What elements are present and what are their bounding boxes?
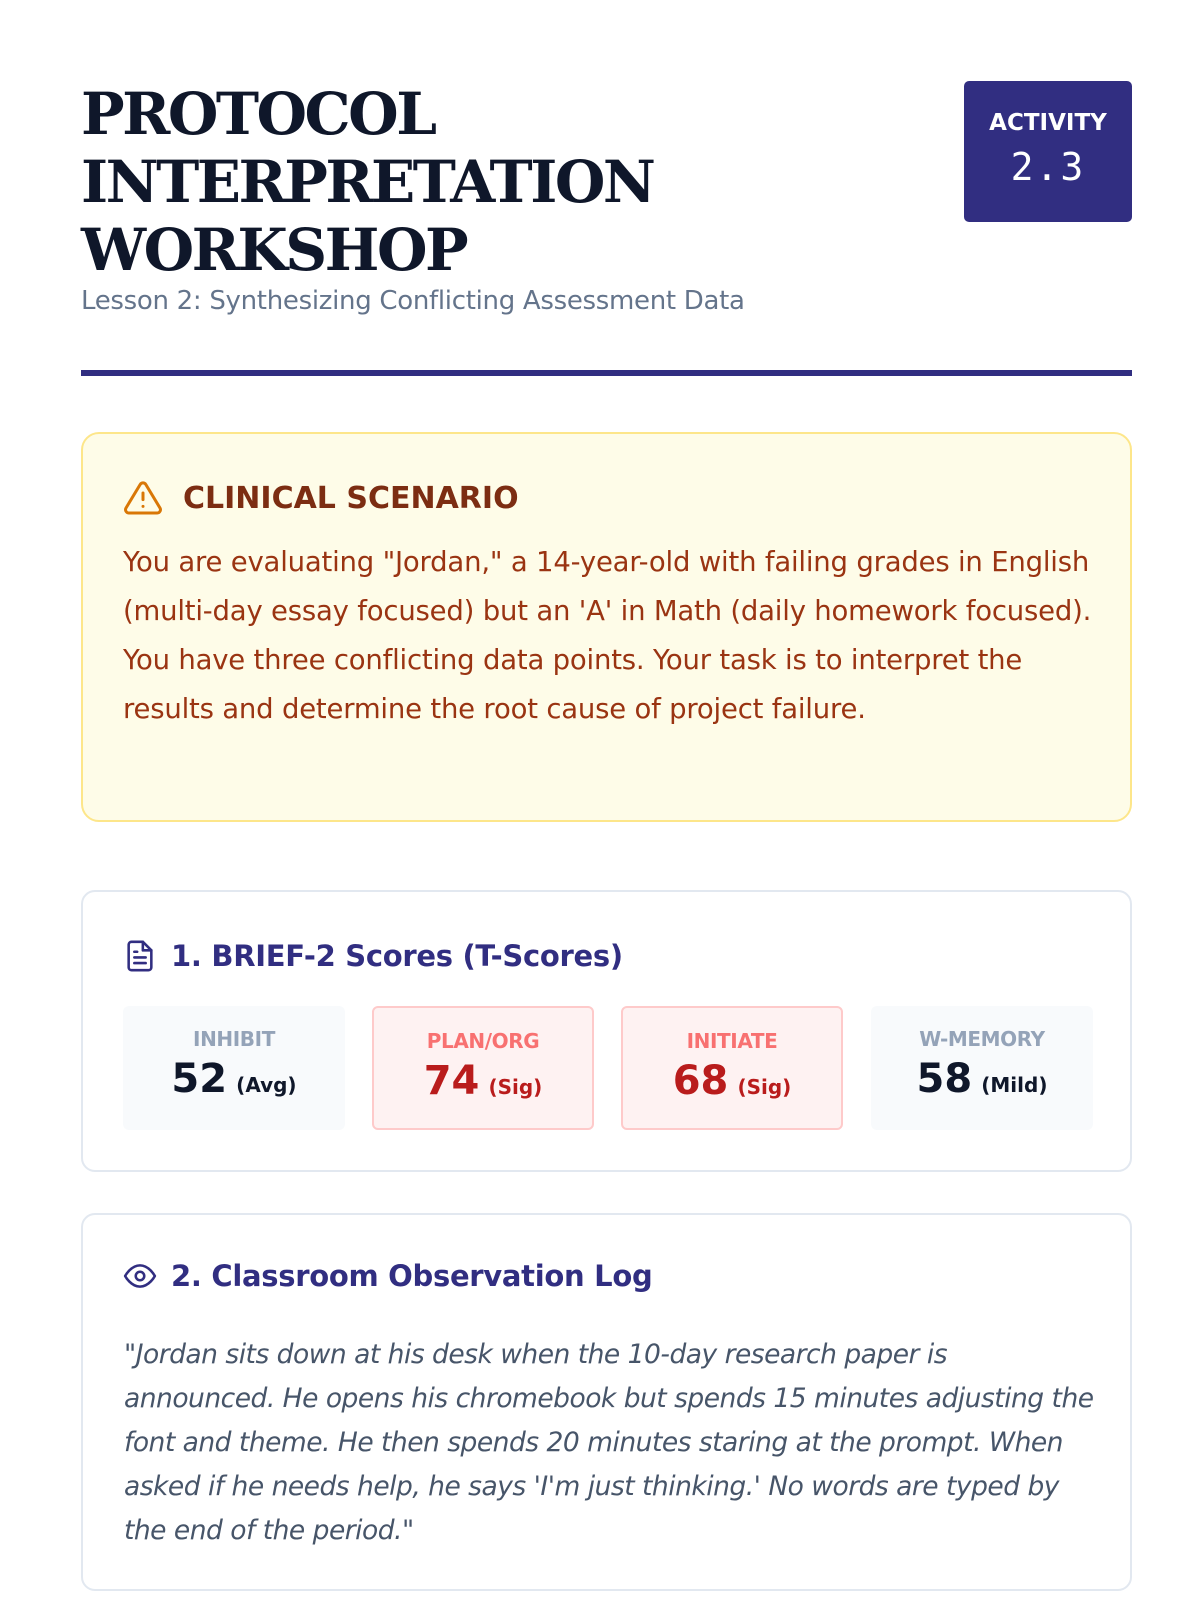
score-label: INITIATE — [686, 1029, 778, 1053]
score-tile-initiate — [621, 1006, 843, 1130]
score-value-row — [871, 1056, 1093, 1102]
score-value: 58 — [916, 1056, 973, 1102]
activity-badge — [964, 81, 1132, 222]
page-title — [81, 80, 841, 284]
score-value-row — [374, 1058, 592, 1104]
scenario-header — [123, 478, 519, 518]
observation-text: "Jordan sits down at his desk when the 10-day research paper is announced. He opens his chromebook but spends 15 minutes adjusting the font and theme. He then spends 20 minutes staring at the prompt. When asked if he needs help, he says 'I'm just thinking.' No words are typed by the end of the period." — [124, 1339, 1094, 1546]
page — [81, 0, 1132, 1600]
header-divider — [81, 370, 1132, 376]
clinical-scenario-panel — [81, 432, 1132, 822]
title-line-2: INTERPRETATION — [81, 148, 654, 216]
score-tile-w-memory — [871, 1006, 1093, 1130]
scenario-body: You are evaluating "Jordan," a 14-year-old with failing grades in English (multi-day essay focused) but an 'A' in Math (daily homework focused). You have three conflicting data points. Your task is to interpret the results and determine the root cause of project failure. — [123, 546, 1092, 725]
eye-icon — [123, 1259, 157, 1293]
score-value-row — [123, 1056, 345, 1102]
score-grid — [123, 1006, 1093, 1130]
brief-card-header — [123, 936, 623, 976]
score-value: 74 — [423, 1058, 480, 1104]
document-icon — [123, 939, 157, 973]
header — [81, 80, 1132, 380]
activity-badge-label: ACTIVITY — [989, 110, 1107, 136]
observation-card-title: 2. Classroom Observation Log — [171, 1259, 653, 1293]
activity-badge-number: 2.3 — [1010, 145, 1086, 189]
brief-card-title: 1. BRIEF-2 Scores (T-Scores) — [171, 939, 623, 973]
scenario-title: CLINICAL SCENARIO — [183, 480, 519, 516]
score-label: PLAN/ORG — [426, 1029, 540, 1053]
warning-triangle-icon — [123, 478, 163, 518]
score-label: W-MEMORY — [919, 1027, 1045, 1051]
score-tile-plan-org — [372, 1006, 594, 1130]
score-label: INHIBIT — [193, 1027, 275, 1051]
score-value: 68 — [672, 1058, 729, 1104]
score-tag: (Avg) — [236, 1073, 297, 1097]
score-value-row — [623, 1058, 841, 1104]
observation-card-header — [123, 1256, 652, 1296]
score-tag: (Sig) — [737, 1075, 792, 1099]
score-tag: (Sig) — [488, 1075, 543, 1099]
title-line-1: PROTOCOL — [81, 80, 435, 148]
page-subtitle: Lesson 2: Synthesizing Conflicting Assessment Data — [81, 286, 745, 316]
title-line-3: WORKSHOP — [81, 216, 467, 284]
observation-log-card — [81, 1213, 1132, 1591]
score-tile-inhibit — [123, 1006, 345, 1130]
brief-scores-card — [81, 890, 1132, 1172]
score-value: 52 — [171, 1056, 228, 1102]
score-tag: (Mild) — [981, 1073, 1048, 1097]
